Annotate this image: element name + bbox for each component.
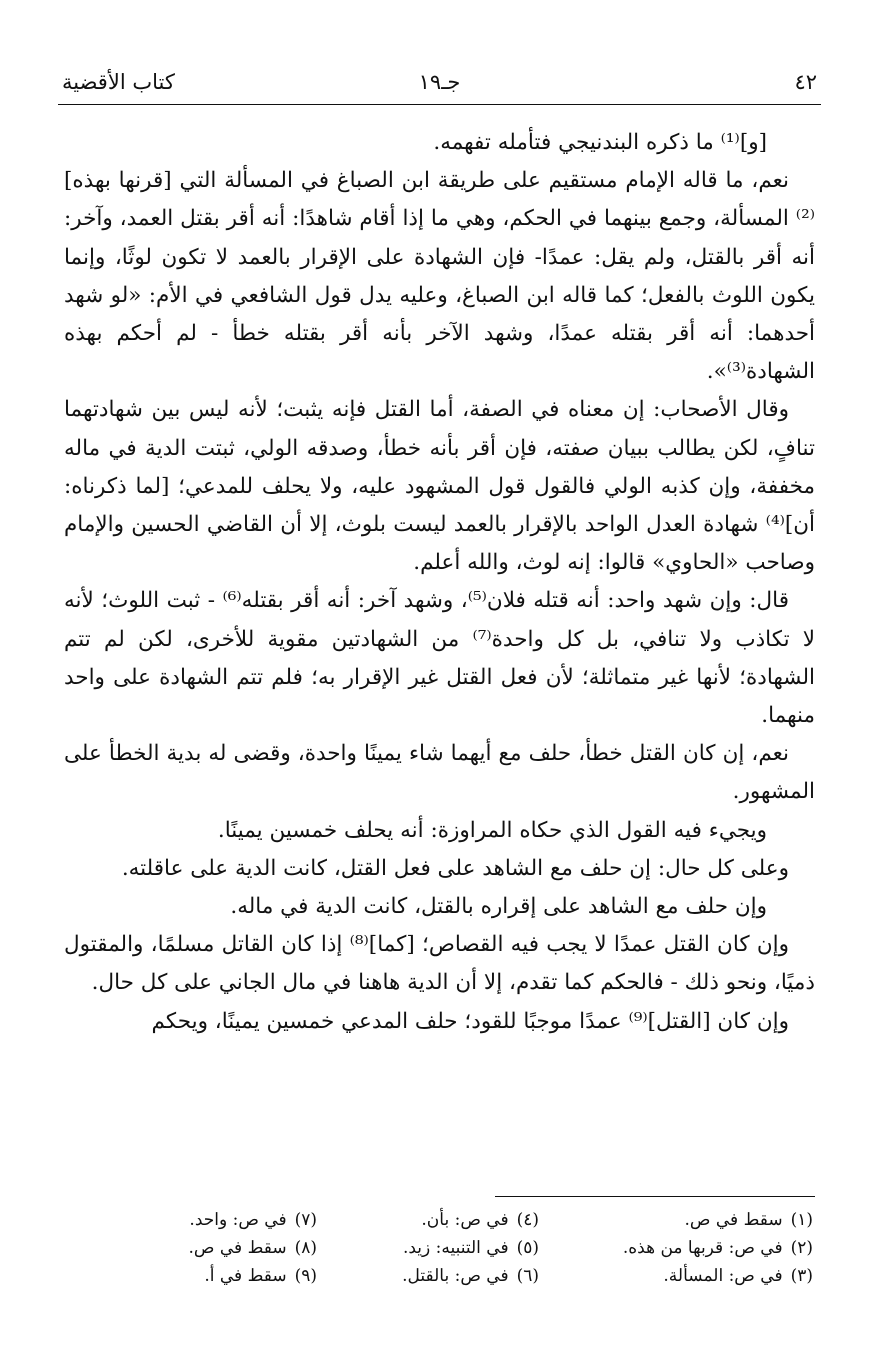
paragraph: وعلى كل حال: إن حلف مع الشاهد على فعل القتل، كانت الدية على عاقلته. — [121, 855, 789, 881]
running-header — [58, 66, 821, 102]
footnote — [127, 1262, 317, 1290]
footnote-column — [339, 1206, 539, 1290]
footnote — [127, 1206, 317, 1234]
footnote-column — [127, 1206, 317, 1290]
footnote-text: في ص: قربها من هذه. — [622, 1238, 783, 1258]
footnote-text: سقط في ص. — [684, 1210, 783, 1230]
footnote-text: في ص: بالقتل. — [402, 1266, 509, 1286]
footnote-number: (٤) — [516, 1210, 539, 1230]
footnote-divider — [495, 1196, 815, 1197]
footnote — [563, 1262, 813, 1290]
footnote-number: (٧) — [294, 1210, 317, 1230]
paragraph: وإن كان [القتل]⁽⁹⁾ عمدًا موجبًا للقود؛ حلف المدعي خمسين يمينًا، ويحكم — [151, 1008, 789, 1034]
footnote-number: (٩) — [294, 1266, 317, 1286]
footnote-number: (٢) — [790, 1238, 813, 1258]
footnote-number: (٦) — [516, 1266, 539, 1286]
footnote-text: في التنبيه: زيد. — [402, 1238, 509, 1258]
volume-number: جـ١٩ — [418, 70, 461, 94]
footnote-text: في ص: المسألة. — [663, 1266, 783, 1286]
paragraph: [و]⁽¹⁾ ما ذكره البندنيجي فتأمله تفهمه. — [433, 130, 767, 155]
main-text — [64, 124, 815, 1041]
footnote — [563, 1206, 813, 1234]
paragraph: وقال الأصحاب: إن معناه في الصفة، أما القتل فإنه يثبت؛ لأنه ليس بين شهادتهما تنافٍ، لكن يطالب ببيان صفته، فإن أقر بأنه خطأ، وصدقه الولي، ثبتت الدية في ماله مخففة، وإن كذبه الولي فالقول قول المشهود عليه، ولا يحلف للمدعي؛ [لما ذكرناه: أن]⁽⁴⁾ شهادة العدل الواحد بالإقرار بالعمد ليست بلوث، إلا أن القاضي الحسين والإمام وصاحب «الحاوي» قالوا: إنه لوث، والله أعلم. — [64, 397, 815, 576]
footnote — [339, 1262, 539, 1290]
footnote-column — [563, 1206, 813, 1290]
header-divider — [58, 104, 821, 105]
paragraph: ويجيء فيه القول الذي حكاه المراوزة: أنه يحلف خمسين يمينًا. — [217, 817, 767, 843]
paragraph: قال: وإن شهد واحد: أنه قتله فلان⁽⁵⁾، وشهد آخر: أنه أقر بقتله⁽⁶⁾ - ثبت اللوث؛ لأنه لا تكاذب ولا تنافي، بل كل واحدة⁽⁷⁾ من الشهادتين مقوية للأخرى، لكن لم تتم الشهادة؛ لأنها غير متماثلة؛ لأن فعل القتل غير الإقرار به؛ فلم تتم الشهادة على واحد منهما. — [64, 588, 815, 729]
footnote-text: في ص: بأن. — [421, 1210, 509, 1230]
footnote-number: (٨) — [294, 1238, 317, 1258]
footnote — [127, 1234, 317, 1262]
paragraph: وإن كان القتل عمدًا لا يجب فيه القصاص؛ [كما]⁽⁸⁾ إذا كان القاتل مسلمًا، والمقتول ذميًا، ونحو ذلك - فالحكم كما تقدم، إلا أن الدية هاهنا في مال الجاني على كل حال. — [64, 932, 815, 996]
book-title: كتاب الأقضية — [62, 70, 175, 94]
footnotes — [66, 1206, 813, 1302]
paragraph: نعم، إن كان القتل خطأ، حلف مع أيهما شاء يمينًا واحدة، وقضى له بدية الخطأ على المشهور. — [64, 741, 815, 805]
paragraph: نعم، ما قاله الإمام مستقيم على طريقة ابن الصباغ في المسألة التي [قرنها بهذه]⁽²⁾ المسألة، وجمع بينهما في الحكم، وهي ما إذا أقام شاهدًا: أنه أقر بقتل العمد، وآخر: أنه أقر بالقتل، ولم يقل: عمدًا- فإن الشهادة على الإقرار بالعمد لا تكون لوثًا، وإنما يكون اللوث بالفعل؛ كما قاله ابن الصباغ، وعليه يدل قول الشافعي في الأم: «لو شهد أحدهما: أنه أقر بقتله عمدًا، وشهد الآخر بأنه أقر بقتله خطأ - لم أحكم بهذه الشهادة⁽³⁾». — [64, 168, 815, 385]
paragraph: وإن حلف مع الشاهد على إقراره بالقتل، كانت الدية في ماله. — [230, 894, 767, 920]
footnote — [339, 1234, 539, 1262]
footnote — [339, 1206, 539, 1234]
footnote-number: (١) — [790, 1210, 813, 1230]
footnote-text: سقط في ص. — [188, 1238, 287, 1258]
footnote — [563, 1234, 813, 1262]
footnote-text: سقط في أ. — [204, 1266, 287, 1286]
footnote-number: (٥) — [516, 1238, 539, 1258]
footnote-text: في ص: واحد. — [189, 1210, 287, 1230]
footnote-number: (٣) — [790, 1266, 813, 1286]
page-number: ٤٢ — [794, 70, 817, 94]
